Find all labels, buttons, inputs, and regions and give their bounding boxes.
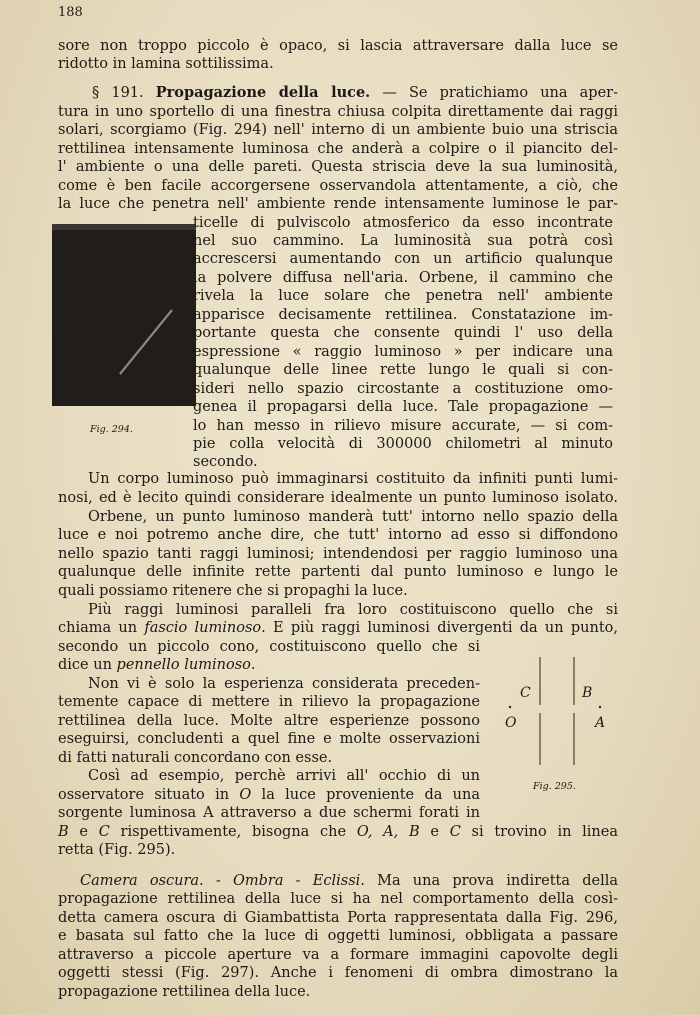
text-line: sore non troppo piccolo è opaco, si lascia attraversare dalla luce se — [58, 38, 618, 54]
text-line: sideri nello spazio circostante a costituzione omo- — [193, 381, 613, 397]
figure-294-photo — [52, 224, 196, 406]
text-line: apparisce decisamente rettilinea. Constatazione im- — [193, 307, 613, 323]
label-a: A — [595, 715, 606, 731]
text-line: portante questa che consente quindi l' uso della — [193, 325, 613, 341]
text-line: genea il propagarsi della luce. Tale propagazione — — [193, 399, 613, 415]
text-line: secondo un piccolo cono, costituiscono quello che si — [58, 639, 480, 655]
text-line: nosi, ed è lecito quindi considerare idealmente un punto luminoso isolato. — [58, 490, 618, 506]
text-line: osservatore situato in O la luce proveniente da una — [58, 787, 480, 803]
text-line: Così ad esempio, perchè arrivi all' occhio di un — [88, 768, 480, 784]
text-line: oggetti stessi (Fig. 297). Anche i fenomeni di ombra dimostrano la — [58, 965, 618, 981]
text-line: la polvere diffusa nell'aria. Orbene, il cammino che — [193, 270, 613, 286]
text-line: qualunque delle infinite rette partenti dal punto luminoso e lungo le — [58, 564, 618, 580]
text-line: sorgente luminosa A attraverso a due schermi forati in — [58, 805, 480, 821]
figure-294-caption: Fig. 294. — [90, 424, 133, 435]
text-line: Non vi è solo la esperienza considerata preceden- — [88, 676, 480, 692]
text-line: ticelle di pulviscolo atmosferico da esso incontrate — [193, 215, 613, 231]
text-line: come è ben facile accorgersene osservandola attentamente, a ciò, che — [58, 178, 618, 194]
text-line: detta camera oscura di Giambattista Porta rappresentata dalla Fig. 296, — [58, 910, 618, 926]
text-line: lo han messo in rilievo misure accurate, — si com- — [193, 418, 613, 434]
text-line: di fatti naturali concordano con esse. — [58, 750, 333, 766]
figure-295-diagram — [498, 655, 618, 770]
text-line: B e C rispettivamente, bisogna che O, A, B e C si trovino in linea — [58, 824, 618, 840]
text-line: solari, scorgiamo (Fig. 294) nell' interno di un ambiente buio una striscia — [58, 122, 618, 138]
text-line: pie colla velocità di 300000 chilometri al minuto — [193, 436, 613, 452]
text-line: qualunque delle linee rette lungo le quali si con- — [193, 362, 613, 378]
text-line: l' ambiente o una delle pareti. Questa striscia deve la sua luminosità, — [58, 159, 618, 175]
label-c: C — [520, 685, 531, 701]
text-line: espressione « raggio luminoso » per indicare una — [193, 344, 613, 360]
text-line: tura in uno sportello di una finestra chiusa colpita direttamente dai raggi — [58, 104, 618, 120]
text-line: eseguirsi, concludenti a quel fine e molte osservazioni — [58, 731, 480, 747]
subsection-title: Camera oscura. - Ombra - Eclissi. — [80, 873, 365, 889]
subsection-line: Camera oscura. - Ombra - Eclissi. Ma una prova indiretta della — [80, 873, 618, 889]
text-line: Orbene, un punto luminoso manderà tutt' intorno nello spazio della — [88, 509, 618, 525]
text-line: e basata sul fatto che la luce di oggetti luminosi, obbligata a passare — [58, 928, 618, 944]
text-line: rettilinea della luce. Molte altre esperienze possono — [58, 713, 480, 729]
text-line: quali possiamo ritenere che si propaghi la luce. — [58, 583, 408, 599]
section-heading: § 191. Propagazione della luce. — Se pratichiamo una aper- — [92, 84, 618, 101]
label-b: B — [582, 685, 593, 701]
section-title: Propagazione della luce. — [155, 84, 371, 101]
text-line: accrescersi aumentando con un artificio qualunque — [193, 251, 613, 267]
text-line: propagazione rettilinea della luce. — [58, 984, 311, 1000]
text-line: luce e noi potremo anche dire, che tutt' intorno ad esso si diffondono — [58, 527, 618, 543]
page-number: 188 — [58, 5, 83, 20]
text-line: dice un pennello luminoso. — [58, 657, 256, 673]
text-line: retta (Fig. 295). — [58, 842, 176, 858]
text-line: rettilinea intensamente luminosa che anderà a colpire o il piancito del- — [58, 141, 618, 157]
text-line: la luce che penetra nell' ambiente rende intensamente luminose le par- — [58, 196, 618, 212]
text-line: chiama un fascio luminoso. E più raggi luminosi divergenti da un punto, — [58, 620, 618, 636]
text-line: Più raggi luminosi paralleli fra loro costituiscono quello che si — [88, 602, 618, 618]
text-line: ridotto in lamina sottilissima. — [58, 56, 274, 72]
text-line: nello spazio tanti raggi luminosi; intendendosi per raggio luminoso una — [58, 546, 618, 562]
text-line: secondo. — [193, 454, 258, 470]
text-line: attraverso a piccole aperture va a formare immagini capovolte degli — [58, 947, 618, 963]
text-line: temente capace di mettere in rilievo la propagazione — [58, 694, 480, 710]
figure-295-caption: Fig. 295. — [533, 781, 576, 792]
text-line: rivela la luce solare che penetra nell' ambiente — [193, 288, 613, 304]
label-o: O — [505, 715, 517, 731]
text-line: nel suo cammino. La luminosità sua potrà così — [193, 233, 613, 249]
text-line: propagazione rettilinea della luce si ha nel comportamento della così- — [58, 891, 618, 907]
text-line: Un corpo luminoso può immaginarsi costituito da infiniti punti lumi- — [88, 471, 618, 487]
